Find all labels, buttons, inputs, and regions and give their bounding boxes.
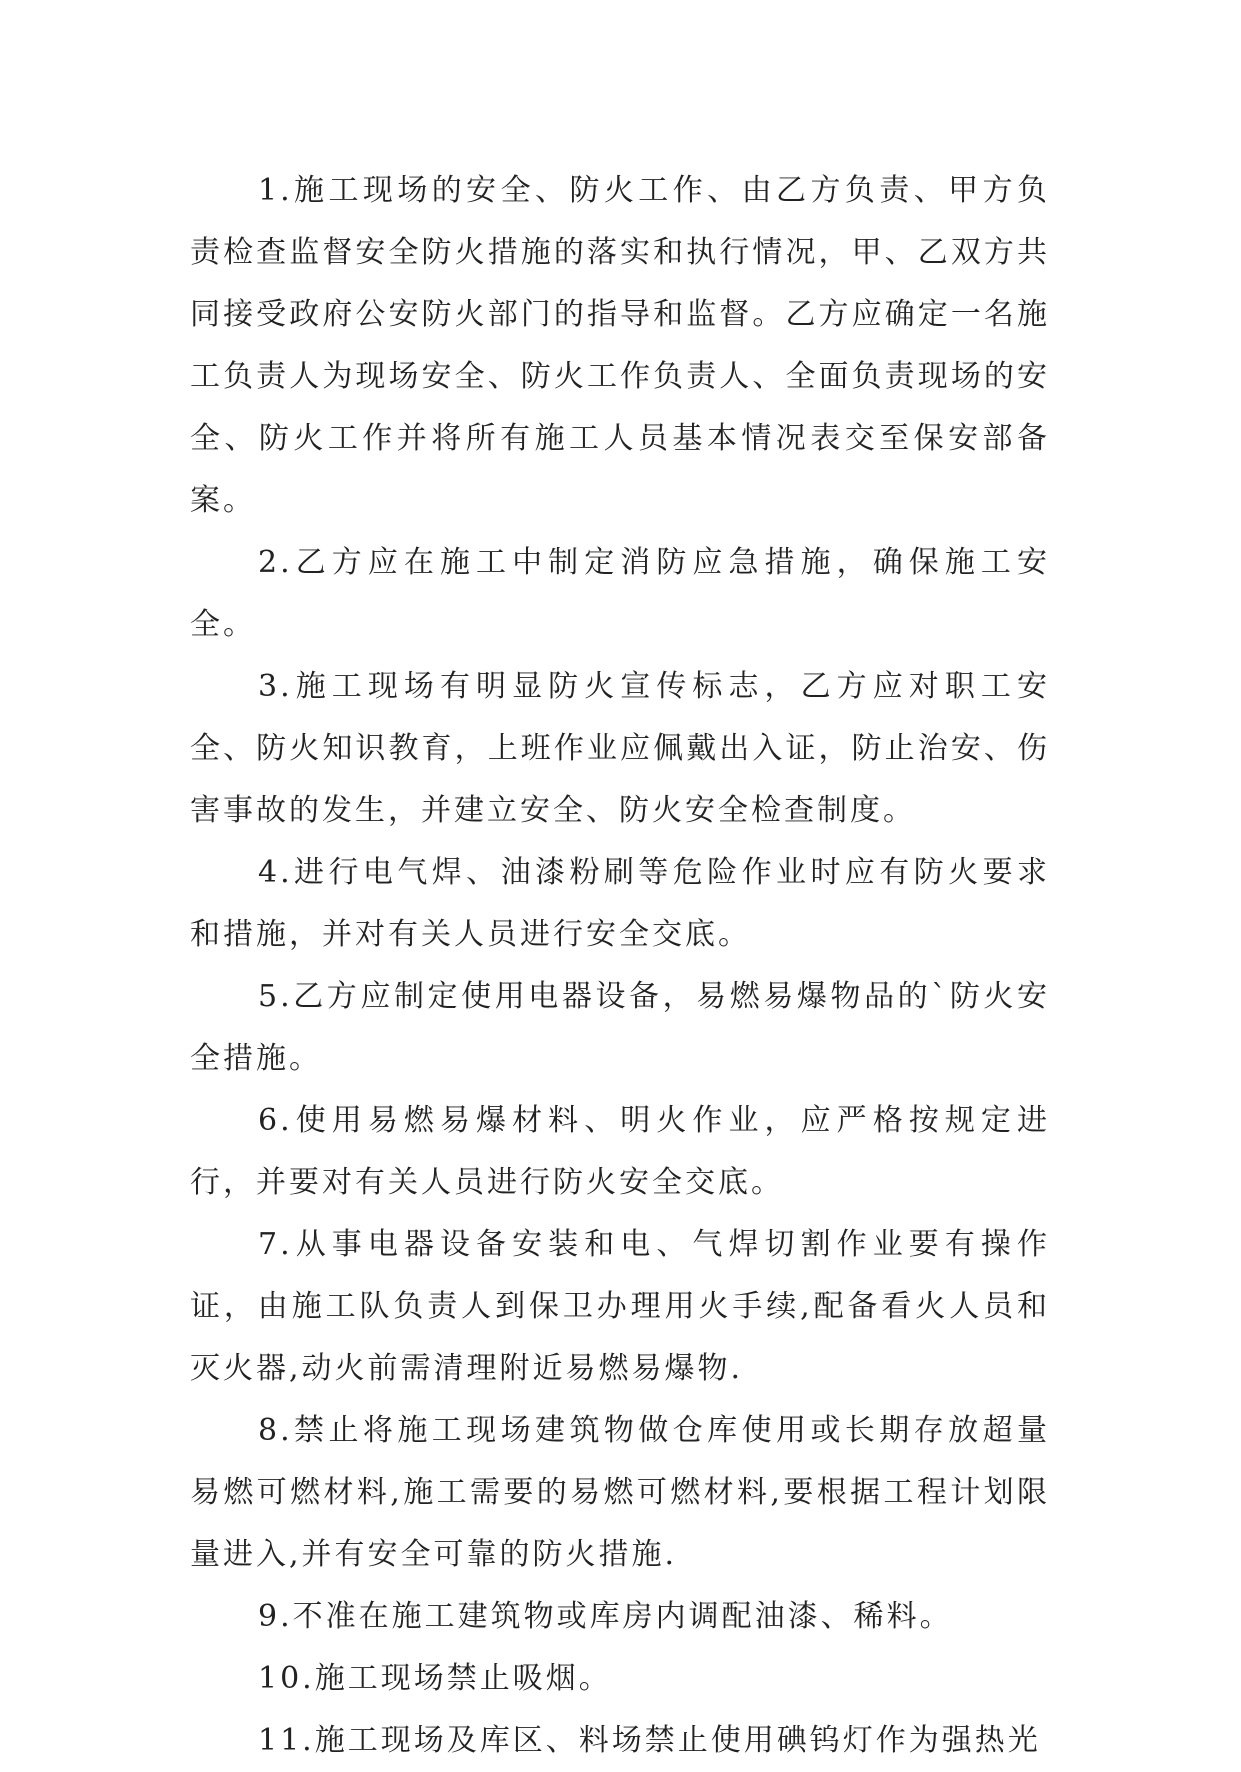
document-body (190, 160, 1050, 1772)
paragraph-7: 7.从事电器设备安装和电、气焊切割作业要有操作证，由施工队负责人到保卫办理用火手续,配备看火人员和灭火器,动火前需清理附近易燃易爆物. (190, 1227, 1050, 1386)
paragraph-3: 3.施工现场有明显防火宣传标志，乙方应对职工安全、防火知识教育，上班作业应佩戴出入证，防止治安、伤害事故的发生，并建立安全、防火安全检查制度。 (190, 669, 1050, 828)
paragraph-2: 2.乙方应在施工中制定消防应急措施，确保施工安全。 (190, 545, 1050, 642)
paragraph-1: 1.施工现场的安全、防火工作、由乙方负责、甲方负责检查监督安全防火措施的落实和执行情况，甲、乙双方共同接受政府公安防火部门的指导和监督。乙方应确定一名施工负责人为现场安全、防火工作负责人、全面负责现场的安全、防火工作并将所有施工人员基本情况表交至保安部备案。 (190, 173, 1050, 518)
paragraph-4: 4.进行电气焊、油漆粉刷等危险作业时应有防火要求和措施，并对有关人员进行安全交底。 (190, 855, 1050, 952)
paragraph-10: 10.施工现场禁止吸烟。 (258, 1661, 612, 1696)
paragraph-8: 8.禁止将施工现场建筑物做仓库使用或长期存放超量易燃可燃材料,施工需要的易燃可燃材料,要根据工程计划限量进入,并有安全可靠的防火措施. (190, 1413, 1050, 1572)
paragraph-5: 5.乙方应制定使用电器设备，易燃易爆物品的`防火安全措施。 (190, 979, 1050, 1076)
paragraph-11: 11.施工现场及库区、料场禁止使用碘钨灯作为强热光 (258, 1723, 1041, 1758)
paragraph-6: 6.使用易燃易爆材料、明火作业，应严格按规定进行，并要对有关人员进行防火安全交底。 (190, 1103, 1050, 1200)
paragraph-9: 9.不准在施工建筑物或库房内调配油漆、稀料。 (258, 1599, 953, 1634)
